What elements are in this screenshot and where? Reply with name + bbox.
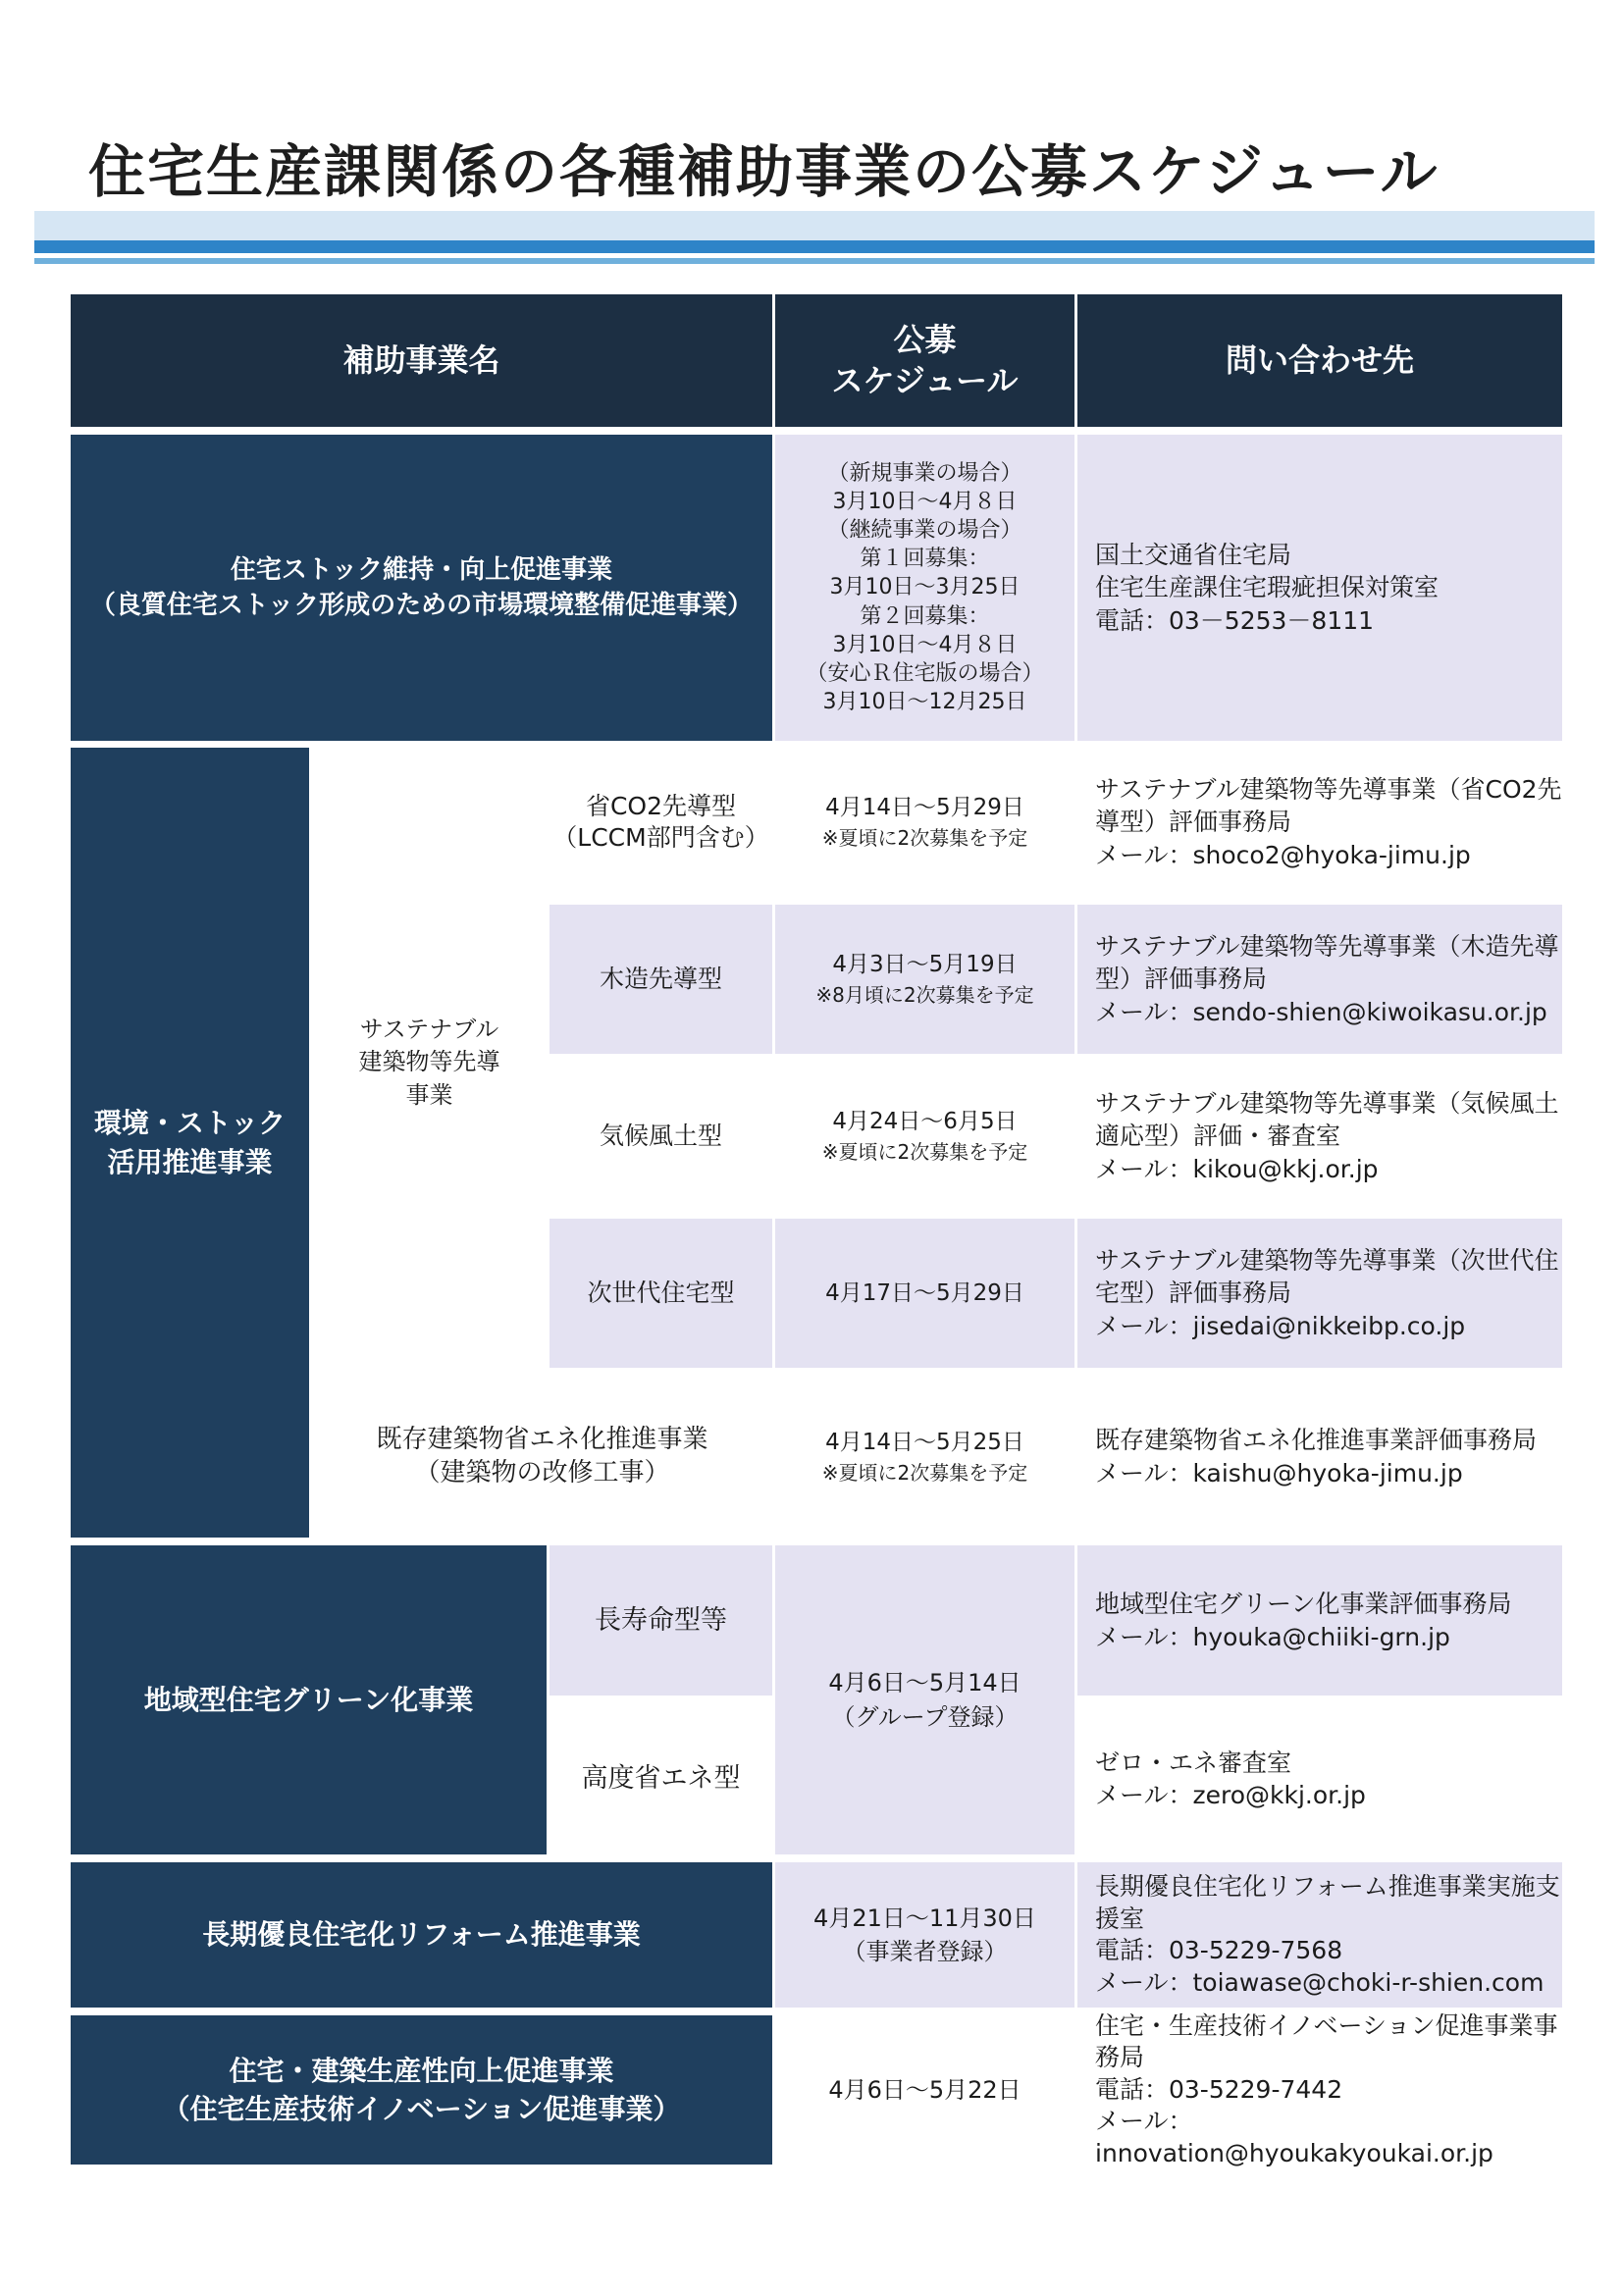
row-wood-contact: サステナブル建築物等先導事業（木造先導型）評価事務局 メール：sendo-shien@kiwoikasu.or.jp xyxy=(1077,905,1562,1054)
row-nextgen-name: 次世代住宅型 xyxy=(550,1219,772,1368)
row-wood-note: ※8月頃に2次募集を予定 xyxy=(815,983,1034,1008)
row-climate-schedule: 4月24日～6月5日 xyxy=(832,1109,1018,1135)
row-green-high-name: 高度省エネ型 xyxy=(550,1703,772,1854)
row-innovation-schedule: 4月6日～5月22日 xyxy=(775,2015,1074,2165)
row-co2-schedule-cell xyxy=(775,748,1074,897)
header-schedule: 公募 スケジュール xyxy=(775,294,1074,427)
row-existing-contact: 既存建築物省エネ化推進事業評価事務局 メール：kaishu@hyoka-jimu.jp xyxy=(1077,1376,1562,1538)
row-stock-schedule: （新規事業の場合） 3月10日～4月８日 （継続事業の場合） 第１回募集： 3月10日～3月25日 第２回募集： 3月10日～4月８日 （安心Ｒ住宅版の場合） 3月10日～12月25日 xyxy=(775,435,1074,741)
page-title: 住宅生産課関係の各種補助事業の公募スケジュール xyxy=(88,138,1440,205)
row-env-name: 環境・ストック 活用推進事業 xyxy=(71,748,309,1538)
row-green-high-contact: ゼロ・エネ審査室 メール：zero@kkj.or.jp xyxy=(1077,1703,1562,1854)
row-innovation-name: 住宅・建築生産性向上促進事業 （住宅生産技術イノベーション促進事業） xyxy=(71,2015,772,2165)
row-wood-schedule: 4月3日～5月19日 xyxy=(832,952,1018,978)
row-climate-name: 気候風土型 xyxy=(550,1062,772,1211)
title-rule xyxy=(34,240,1595,253)
schedule-table xyxy=(71,294,1562,2178)
row-wood-schedule-cell xyxy=(775,905,1074,1054)
row-co2-schedule: 4月14日～5月29日 xyxy=(825,795,1024,821)
title-band xyxy=(34,211,1595,240)
row-wood-name: 木造先導型 xyxy=(550,905,772,1054)
row-climate-schedule-cell xyxy=(775,1062,1074,1211)
row-stock-name: 住宅ストック維持・向上促進事業 （良質住宅ストック形成のための市場環境整備促進事業） xyxy=(71,435,772,741)
row-env-sustainable: サステナブル 建築物等先導 事業 xyxy=(312,748,547,1378)
header-name: 補助事業名 xyxy=(71,294,772,427)
row-green-long-name: 長寿命型等 xyxy=(550,1545,772,1696)
row-climate-contact: サステナブル建築物等先導事業（気候風土適応型）評価・審査室 メール：kikou@kkj.or.jp xyxy=(1077,1062,1562,1211)
row-stock-contact: 国土交通省住宅局 住宅生産課住宅瑕疵担保対策室 電話：03－5253－8111 xyxy=(1077,435,1562,741)
row-reform-contact: 長期優良住宅化リフォーム推進事業実施支援室 電話：03-5229-7568 メール：toiawase@choki-r-shien.com xyxy=(1077,1862,1562,2008)
header-contact: 問い合わせ先 xyxy=(1077,294,1562,427)
row-climate-note: ※夏頃に2次募集を予定 xyxy=(821,1140,1028,1165)
row-reform-schedule: 4月21日～11月30日 （事業者登録） xyxy=(775,1862,1074,2008)
row-green-schedule: 4月6日～5月14日 （グループ登録） xyxy=(775,1545,1074,1854)
row-green-long-contact: 地域型住宅グリーン化事業評価事務局 メール：hyouka@chiiki-grn.jp xyxy=(1077,1545,1562,1696)
row-existing-schedule-cell xyxy=(775,1376,1074,1538)
row-reform-name: 長期優良住宅化リフォーム推進事業 xyxy=(71,1862,772,2008)
row-co2-name: 省CO2先導型 （LCCM部門含む） xyxy=(550,748,772,897)
row-innovation-contact: 住宅・生産技術イノベーション促進事業事務局 電話：03-5229-7442 メール：innovation@hyoukakyoukai.or.jp xyxy=(1077,2015,1562,2165)
row-nextgen-contact: サステナブル建築物等先導事業（次世代住宅型）評価事務局 メール：jisedai@nikkeibp.co.jp xyxy=(1077,1219,1562,1368)
row-co2-note: ※夏頃に2次募集を予定 xyxy=(821,826,1028,851)
row-existing-name: 既存建築物省エネ化推進事業 （建築物の改修工事） xyxy=(312,1376,772,1538)
title-rule-thin xyxy=(34,258,1595,264)
row-nextgen-schedule: 4月17日～5月29日 xyxy=(775,1219,1074,1368)
row-co2-contact: サステナブル建築物等先導事業（省CO2先導型）評価事務局 メール：shoco2@hyoka-jimu.jp xyxy=(1077,748,1562,897)
row-green-name: 地域型住宅グリーン化事業 xyxy=(71,1545,547,1854)
row-existing-note: ※夏頃に2次募集を予定 xyxy=(821,1460,1028,1485)
row-existing-schedule: 4月14日～5月25日 xyxy=(825,1429,1024,1455)
